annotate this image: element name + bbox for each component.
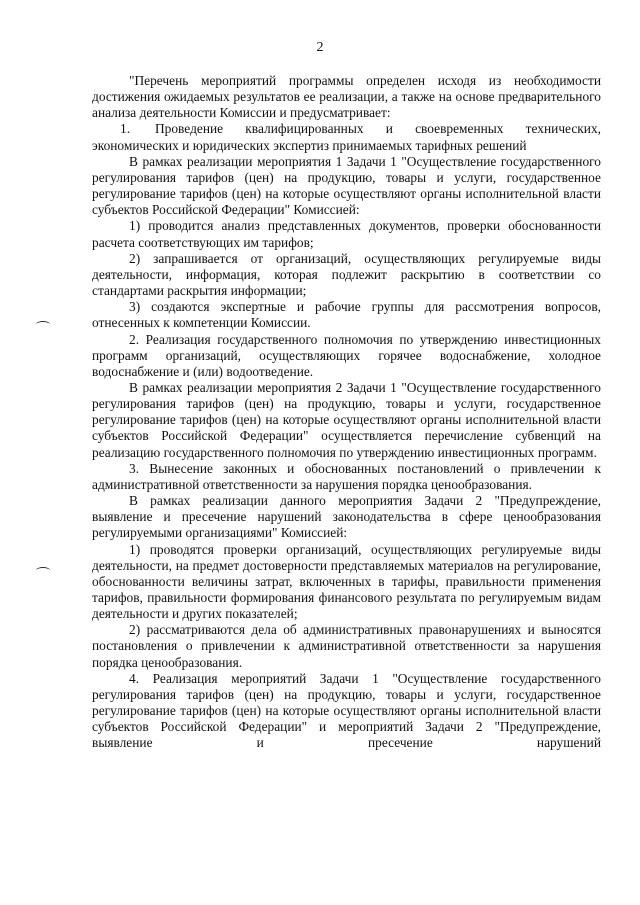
paragraph: 1) проводится анализ представленных документов, проверки обоснованности расчета соответствующих им тарифов;	[92, 218, 601, 250]
numbered-paragraph	[92, 121, 601, 153]
paragraph: В рамках реализации мероприятия 2 Задачи 1 "Осуществление государственного регулирования тарифов (цен) на продукцию, товары и услуги, государственное регулирование тарифов (цен) на которые осуществляют органы исполнительной власти субъектов Российской Федерации" осуществляется перечисление субвенций на реализацию государственного полномочия по утверждению инвестиционных программ.	[92, 379, 601, 460]
paragraph: 2) запрашивается от организаций, осуществляющих регулируемые виды деятельности, информация, которая подлежит раскрытию в соответствии со стандартами раскрытия информации;	[92, 250, 601, 299]
paragraph: В рамках реализации мероприятия 1 Задачи 1 "Осуществление государственного регулирования тарифов (цен) на продукцию, товары и услуги, государственное регулирование тарифов (цен) на которые осуществляют органы исполнительной власти субъектов Российской Федерации" Комиссией:	[92, 153, 601, 218]
page-number: 2	[316, 40, 324, 55]
margin-mark	[36, 567, 50, 574]
paragraph: 4. Реализация мероприятий Задачи 1 "Осуществление государственного регулирования тарифов (цен) на продукцию, товары и услуги, государственное регулирование тарифов (цен) на которые осуществляют органы исполнительной власти субъектов Российской Федерации" и мероприятий Задачи 2 "Предупреждение, выявление и пресечение нарушений	[92, 670, 601, 751]
paragraph-text: Проведение квалифицированных и своевременных технических, экономических и юридических экспертиз принимаемых тарифных решений	[92, 121, 601, 153]
paragraph: 3) создаются экспертные и рабочие группы для рассмотрения вопросов, отнесенных к компетенции Комиссии.	[92, 299, 601, 331]
paragraph: 3. Вынесение законных и обоснованных постановлений о привлечении к административной ответственности за нарушения порядка ценообразования.	[92, 460, 601, 492]
document-body	[92, 73, 601, 752]
margin-mark	[36, 321, 50, 328]
paragraph: 1) проводятся проверки организаций, осуществляющих регулируемые виды деятельности, на предмет достоверности представляемых материалов на регулирование, обоснованности величины затрат, включенных в тарифы, правильности применения тарифов, правильности формирования финансового результата по регулируемым видам деятельности и других показателей;	[92, 541, 601, 622]
item-number: 1.	[120, 121, 131, 137]
paragraph: 2. Реализация государственного полномочия по утверждению инвестиционных программ организаций, осуществляющих горячее водоснабжение, холодное водоснабжение и (или) водоотведение.	[92, 331, 601, 379]
paragraph: "Перечень мероприятий программы определен исходя из необходимости достижения ожидаемых результатов ее реализации, а также на основе предварительного анализа деятельности Комиссии и предусматривает:	[92, 73, 601, 121]
paragraph: 2) рассматриваются дела об административных правонарушениях и выносятся постановления о привлечении к административной ответственности за нарушения порядка ценообразования.	[92, 622, 601, 670]
paragraph: В рамках реализации данного мероприятия Задачи 2 "Предупреждение, выявление и пресечение нарушений законодательства в сфере ценообразования регулируемыми организациями" Комиссией:	[92, 493, 601, 541]
